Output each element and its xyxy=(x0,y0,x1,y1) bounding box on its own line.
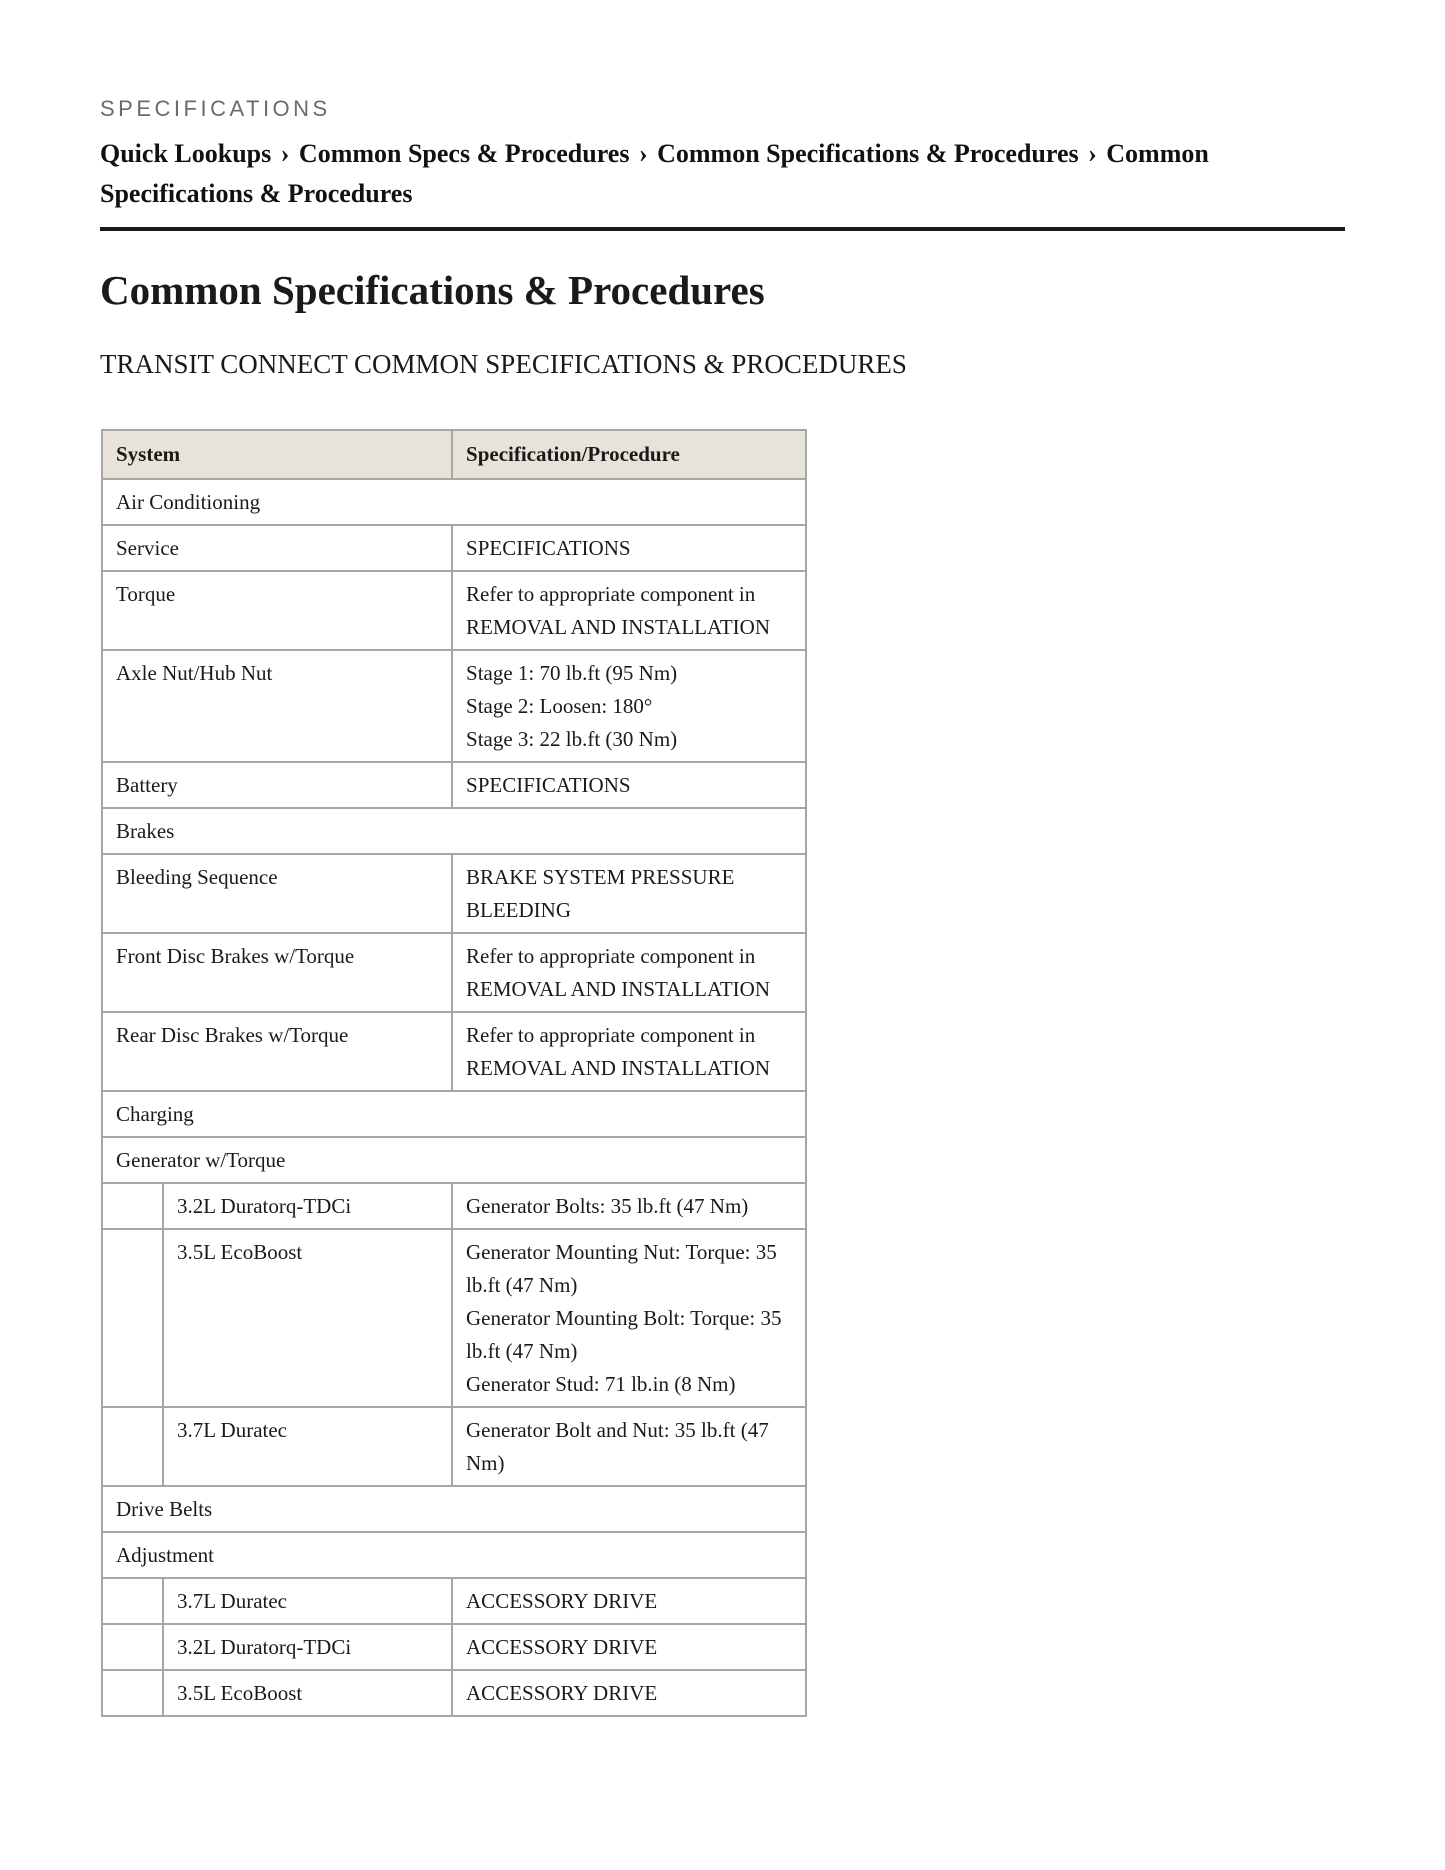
page-subtitle: TRANSIT CONNECT COMMON SPECIFICATIONS & PROCEDURES xyxy=(100,349,907,379)
section-kicker: SPECIFICATIONS xyxy=(100,96,331,121)
specifications-table xyxy=(101,429,807,1717)
system-cell: 3.7L Duratec xyxy=(163,1578,452,1624)
spec-line: Generator Stud: 71 lb.in (8 Nm) xyxy=(466,1372,736,1396)
spec-line: Generator Mounting Bolt: Torque: 35 lb.ft (47 Nm) xyxy=(466,1306,782,1363)
breadcrumb-separator: › xyxy=(638,139,648,168)
system-cell: Bleeding Sequence xyxy=(102,854,452,933)
column-header-system: System xyxy=(102,430,452,479)
system-cell: Charging xyxy=(102,1091,806,1137)
breadcrumb-separator: › xyxy=(280,139,290,168)
indent-gutter xyxy=(102,1578,163,1624)
system-cell: 3.2L Duratorq-TDCi xyxy=(163,1624,452,1670)
system-cell: 3.5L EcoBoost xyxy=(163,1670,452,1716)
spec-line: Stage 1: 70 lb.ft (95 Nm) xyxy=(466,661,678,685)
system-cell: Adjustment xyxy=(102,1532,806,1578)
indent-gutter xyxy=(102,1229,163,1407)
table-row xyxy=(102,1486,806,1532)
system-cell: Rear Disc Brakes w/Torque xyxy=(102,1012,452,1091)
spec-cell: Refer to appropriate component in REMOVAL AND INSTALLATION xyxy=(452,571,806,650)
system-cell: Torque xyxy=(102,571,452,650)
table-row xyxy=(102,650,806,762)
breadcrumb-item-common-specs[interactable]: Common Specs & Procedures xyxy=(298,139,630,168)
spec-cell: ACCESSORY DRIVE xyxy=(452,1578,806,1624)
table-row xyxy=(102,571,806,650)
spec-line: Stage 3: 22 lb.ft (30 Nm) xyxy=(466,727,678,751)
system-cell: Drive Belts xyxy=(102,1486,806,1532)
system-cell: 3.7L Duratec xyxy=(163,1407,452,1486)
table-row xyxy=(102,1229,806,1407)
spec-cell: SPECIFICATIONS xyxy=(452,762,806,808)
system-cell: Brakes xyxy=(102,808,806,854)
table-row xyxy=(102,1670,806,1716)
indent-gutter xyxy=(102,1624,163,1670)
header-divider xyxy=(100,227,1345,231)
column-header-spec: Specification/Procedure xyxy=(452,430,806,479)
table-row xyxy=(102,1137,806,1183)
spec-cell: ACCESSORY DRIVE xyxy=(452,1670,806,1716)
spec-cell: Refer to appropriate component in REMOVAL AND INSTALLATION xyxy=(452,1012,806,1091)
table-row xyxy=(102,933,806,1012)
table-row xyxy=(102,525,806,571)
spec-cell xyxy=(452,1229,806,1407)
table-row xyxy=(102,854,806,933)
breadcrumb-separator: › xyxy=(1088,139,1097,168)
table-row xyxy=(102,1183,806,1229)
system-cell: Battery xyxy=(102,762,452,808)
spec-cell: BRAKE SYSTEM PRESSURE BLEEDING xyxy=(452,854,806,933)
breadcrumb-item-quick-lookups[interactable]: Quick Lookups xyxy=(100,139,272,168)
table-row xyxy=(102,1532,806,1578)
spec-cell: SPECIFICATIONS xyxy=(452,525,806,571)
spec-line: Stage 2: Loosen: 180° xyxy=(466,694,653,718)
table-row xyxy=(102,762,806,808)
table-row xyxy=(102,479,806,525)
system-cell: 3.5L EcoBoost xyxy=(163,1229,452,1407)
spec-cell: Generator Bolts: 35 lb.ft (47 Nm) xyxy=(452,1183,806,1229)
table-row xyxy=(102,1012,806,1091)
indent-gutter xyxy=(102,1670,163,1716)
table-header-row xyxy=(102,430,806,479)
spec-cell: ACCESSORY DRIVE xyxy=(452,1624,806,1670)
spec-line: Generator Mounting Nut: Torque: 35 lb.ft (47 Nm) xyxy=(466,1240,777,1297)
system-cell: Air Conditioning xyxy=(102,479,806,525)
table-row xyxy=(102,1624,806,1670)
table-row xyxy=(102,808,806,854)
spec-cell xyxy=(452,650,806,762)
page-title: Common Specifications & Procedures xyxy=(100,267,765,313)
breadcrumb-item-current[interactable]: Common Specifications & Procedures xyxy=(100,139,1209,208)
system-cell: Front Disc Brakes w/Torque xyxy=(102,933,452,1012)
system-cell: Axle Nut/Hub Nut xyxy=(102,650,452,762)
system-cell: 3.2L Duratorq-TDCi xyxy=(163,1183,452,1229)
breadcrumb xyxy=(100,134,1345,214)
spec-cell: Refer to appropriate component in REMOVAL AND INSTALLATION xyxy=(452,933,806,1012)
table-row xyxy=(102,1091,806,1137)
system-cell: Service xyxy=(102,525,452,571)
spec-cell: Generator Bolt and Nut: 35 lb.ft (47 Nm) xyxy=(452,1407,806,1486)
system-cell: Generator w/Torque xyxy=(102,1137,806,1183)
indent-gutter xyxy=(102,1183,163,1229)
indent-gutter xyxy=(102,1407,163,1486)
table-row xyxy=(102,1578,806,1624)
breadcrumb-item-common-specifications[interactable]: Common Specifications & Procedures xyxy=(657,139,1079,168)
table-row xyxy=(102,1407,806,1486)
